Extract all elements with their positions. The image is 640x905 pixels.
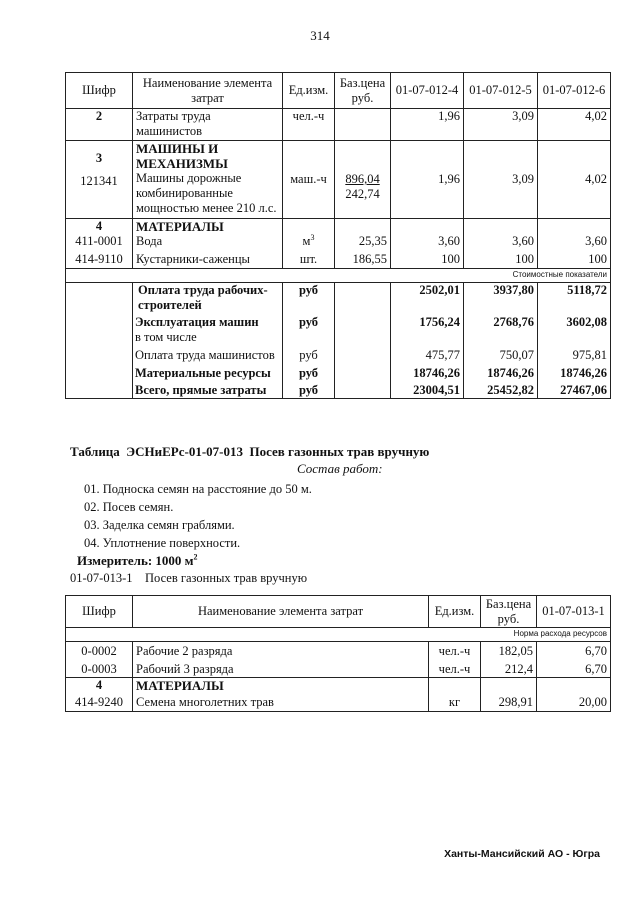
list-item: 03. Заделка семян граблями. (84, 518, 235, 532)
measure-label: Измеритель: 1000 $м^2$ (77, 552, 198, 568)
work-heading: Состав работ: (297, 461, 383, 476)
table-header-row: Шифр Наименование элемента затрат Ед.изм. Баз.цена руб. 01-07-013-1 (66, 596, 611, 628)
table-row: 4 411-0001 414-9110 МАТЕРИАЛЫ Вода Кустарники-саженцы $м^3$ шт. 25,35 186,55 3,60 100 3,60 100 3,60 100 (66, 219, 611, 269)
list-item: 04. Уплотнение поверхности. (84, 536, 241, 550)
header-code: Шифр (66, 73, 133, 109)
table-row: 4 414-9240 МАТЕРИАЛЫ Семена многолетних трав кг 298,91 20,00 (66, 678, 611, 712)
table-row: 0-0002 0-0003 Рабочие 2 разряда Рабочий 3 разряда чел.-ч чел.-ч 182,05 212,4 6,70 6,70 (66, 642, 611, 678)
table-row: 3 121341 МАШИНЫ И МЕХАНИЗМЫ Машины дорожные комбинированные мощностью менее 210 л.с. маш.-ч 896,04 242,74 1,96 3,09 4,02 (66, 141, 611, 219)
header-col-3: 01-07-012-6 (538, 73, 611, 109)
footer-region: Ханты-Мансийский АО - Югра (444, 848, 600, 860)
header-name: Наименование элемента затрат (133, 73, 283, 109)
header-col-2: 01-07-012-5 (464, 73, 538, 109)
table-header-row (66, 73, 611, 109)
section-subtitle: 01-07-013-1 Посев газонных трав вручную (70, 571, 308, 585)
header-price: Баз.цена руб. (335, 73, 391, 109)
list-item: 02. Посев семян. (84, 500, 174, 514)
list-item: 01. Подноска семян на расстояние до 50 м. (84, 482, 312, 496)
table-row: 2 Затраты труда машинистов чел.-ч 1,96 3,09 4,02 (66, 109, 611, 141)
work-list (84, 481, 312, 553)
page-number: 314 (310, 28, 330, 43)
resource-table-2 (65, 595, 611, 712)
resource-table-1 (65, 72, 611, 399)
cost-header-row (66, 269, 611, 283)
header-unit: Ед.изм. (283, 73, 335, 109)
norm-header-row (66, 628, 611, 642)
section-title: Таблица ЭСНиЕРс-01-07-013 Посев газонных трав вручную (70, 444, 430, 459)
cost-rows: Оплата труда рабочих-строителей Эксплуатация машин в том числе Оплата труда машинистов Материальные ресурсы Всего, прямые затраты руб руб руб руб руб 2502,01 1756,24 475,77 18746,26 23004,51 3937,80 2768,76 750,07 18746,26 25452,82 5118,72 3602,08 975,81 18746,26 27467,06 (66, 283, 611, 399)
norm-header: Норма расхода ресурсов (133, 628, 611, 642)
cost-header: Стоимостные показатели (133, 269, 611, 283)
header-col-1: 01-07-012-4 (391, 73, 464, 109)
